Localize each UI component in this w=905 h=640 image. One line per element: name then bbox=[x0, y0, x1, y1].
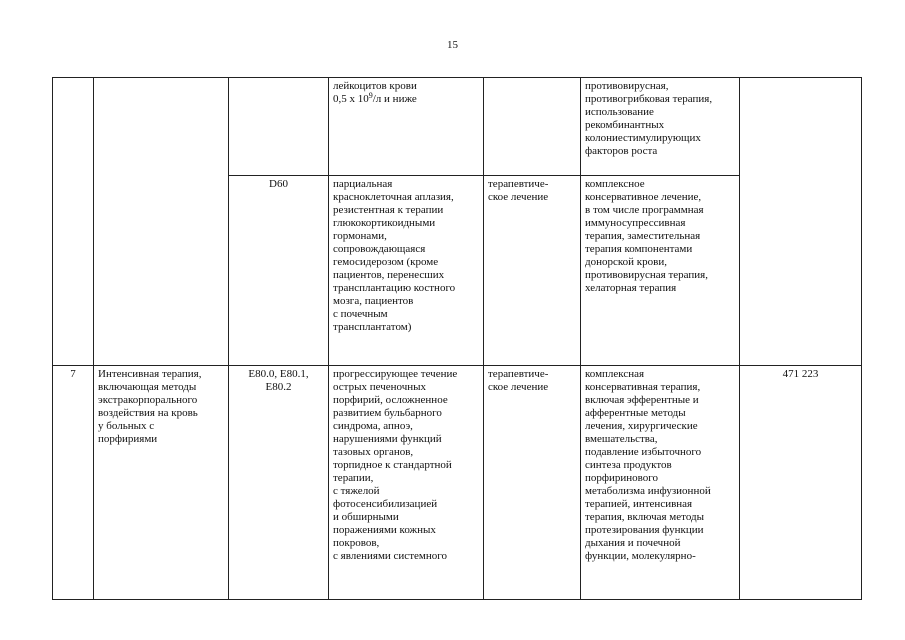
cell-text-line: вмешательства, bbox=[585, 433, 658, 445]
cell-icd-codes bbox=[229, 78, 329, 176]
cell-text-line: E80.0, E80.1, bbox=[248, 368, 309, 380]
cell-text-line: гемосидерозом (кроме bbox=[333, 256, 439, 268]
cell-text-line: гормонами, bbox=[333, 230, 387, 242]
cell-text-line: противовирусная терапия, bbox=[585, 269, 708, 281]
cell-text-line: использование bbox=[585, 106, 654, 118]
page-number: 15 bbox=[447, 39, 458, 51]
cell-text-line: терапевтиче- bbox=[488, 178, 549, 190]
cell-text-line: глюкокортикоидными bbox=[333, 217, 436, 229]
cell-text-line: парциальная bbox=[333, 178, 393, 190]
cell-cost: 471 223 bbox=[740, 366, 862, 600]
cell-text-line: порфиринового bbox=[585, 472, 659, 484]
cell-text-line: с явлениями системного bbox=[333, 550, 447, 562]
cell-text-line: резистентная к терапии bbox=[333, 204, 444, 216]
cell-text-line: функции, молекулярно- bbox=[585, 550, 696, 562]
cell-text-line: фотосенсибилизацией bbox=[333, 498, 438, 510]
cell-text-line: с почечным bbox=[333, 308, 388, 320]
cell-text-line: нарушениями функций bbox=[333, 433, 442, 445]
cell-text-line: порфириями bbox=[98, 433, 158, 445]
cell-text-line: иммуносупрессивная bbox=[585, 217, 686, 229]
cell-text-line: афферентные методы bbox=[585, 407, 686, 419]
cell-text-line: противовирусная, bbox=[585, 80, 669, 92]
cell-text-line: 0,5 x $10^9/л$ и ниже bbox=[333, 91, 417, 105]
cell-text-line: красноклеточная аплазия, bbox=[333, 191, 454, 203]
cell-text-line: сопровождающаяся bbox=[333, 243, 426, 255]
cell-text-line: синтеза продуктов bbox=[585, 459, 672, 471]
cell-text-line: подавление избыточного bbox=[585, 446, 702, 458]
cell-text-line: донорской крови, bbox=[585, 256, 667, 268]
cell-icd-codes bbox=[229, 176, 329, 366]
cell-text-line: лейкоцитов крови bbox=[333, 80, 417, 92]
cell-number bbox=[53, 78, 94, 176]
cell-service-name bbox=[94, 176, 229, 366]
cell-treatment-method bbox=[581, 78, 740, 176]
cell-text-line: торпидное к стандартной bbox=[333, 459, 452, 471]
cell-treatment-type bbox=[484, 366, 581, 600]
cell-number: 7 bbox=[53, 366, 94, 600]
cell-text-line: трансплантацию костного bbox=[333, 282, 456, 294]
cell-text-line: мозга, пациентов bbox=[333, 295, 414, 307]
cell-text-line: покровов, bbox=[333, 537, 380, 549]
cell-text-line: синдрома, апноэ, bbox=[333, 420, 413, 432]
cell-text-line: порфирий, осложненное bbox=[333, 394, 448, 406]
cell-text-line: лечения, хирургические bbox=[585, 420, 698, 432]
services-table bbox=[52, 77, 862, 600]
cell-text-line: терапии, bbox=[333, 472, 374, 484]
cell-text-line: комплексное bbox=[585, 178, 645, 190]
cell-cost bbox=[740, 176, 862, 366]
cell-treatment-method bbox=[581, 366, 740, 600]
table-row bbox=[53, 176, 862, 366]
cell-text-line: E80.2 bbox=[265, 381, 292, 393]
cell-text-line: комплексная bbox=[585, 368, 645, 380]
table-row bbox=[53, 366, 862, 600]
cell-text-line: факторов роста bbox=[585, 145, 658, 157]
table-row bbox=[53, 78, 862, 176]
cell-text-line: D60 bbox=[269, 178, 288, 190]
cell-text-line: воздействия на кровь bbox=[98, 407, 198, 419]
cell-text-line: терапевтиче- bbox=[488, 368, 549, 380]
cell-service-name bbox=[94, 78, 229, 176]
cell-treatment-type bbox=[484, 78, 581, 176]
cell-text-line: дыхания и почечной bbox=[585, 537, 681, 549]
cell-text-line: терапией, интенсивная bbox=[585, 498, 693, 510]
cell-text-line: ское лечение bbox=[488, 191, 549, 203]
cell-treatment-type bbox=[484, 176, 581, 366]
cell-text-line: включающая методы bbox=[98, 381, 197, 393]
cell-text-line: хелаторная терапия bbox=[585, 282, 677, 294]
cell-icd-codes bbox=[229, 366, 329, 600]
cell-text-line: экстракорпорального bbox=[98, 394, 198, 406]
cell-text-line: и обширными bbox=[333, 511, 399, 523]
cell-cost bbox=[740, 78, 862, 176]
cell-text-line: терапия компонентами bbox=[585, 243, 693, 255]
cell-text-line: консервативное лечение, bbox=[585, 191, 702, 203]
cell-text-line: противогрибковая терапия, bbox=[585, 93, 713, 105]
cell-text-line: протезирования функции bbox=[585, 524, 704, 536]
cell-text-line: ское лечение bbox=[488, 381, 549, 393]
cell-text-line: консервативная терапия, bbox=[585, 381, 701, 393]
cell-text-line: рекомбинантных bbox=[585, 119, 665, 131]
cell-text-line: метаболизма инфузионной bbox=[585, 485, 711, 497]
cell-patient-model bbox=[329, 366, 484, 600]
cell-service-name bbox=[94, 366, 229, 600]
cell-text-line: терапия, включая методы bbox=[585, 511, 704, 523]
cell-text-line: поражениями кожных bbox=[333, 524, 436, 536]
cell-text-line: колониестимулирующих bbox=[585, 132, 701, 144]
cell-text-line: терапия, заместительная bbox=[585, 230, 701, 242]
cell-text-line: развитием бульбарного bbox=[333, 407, 442, 419]
cell-text-line: прогрессирующее течение bbox=[333, 368, 458, 380]
cell-text-line: с тяжелой bbox=[333, 485, 380, 497]
cell-treatment-method bbox=[581, 176, 740, 366]
cell-text-line: включая эфферентные и bbox=[585, 394, 699, 406]
cell-text-line: трансплантатом) bbox=[333, 321, 412, 333]
cell-text-line: Интенсивная терапия, bbox=[98, 368, 202, 380]
cell-text-line: пациентов, перенесших bbox=[333, 269, 445, 281]
cell-patient-model bbox=[329, 176, 484, 366]
cell-number bbox=[53, 176, 94, 366]
cell-text-line: у больных с bbox=[98, 420, 155, 432]
cell-text-line: тазовых органов, bbox=[333, 446, 414, 458]
cell-text-line: острых печеночных bbox=[333, 381, 427, 393]
cell-text-line: в том числе программная bbox=[585, 204, 704, 216]
cell-patient-model bbox=[329, 78, 484, 176]
